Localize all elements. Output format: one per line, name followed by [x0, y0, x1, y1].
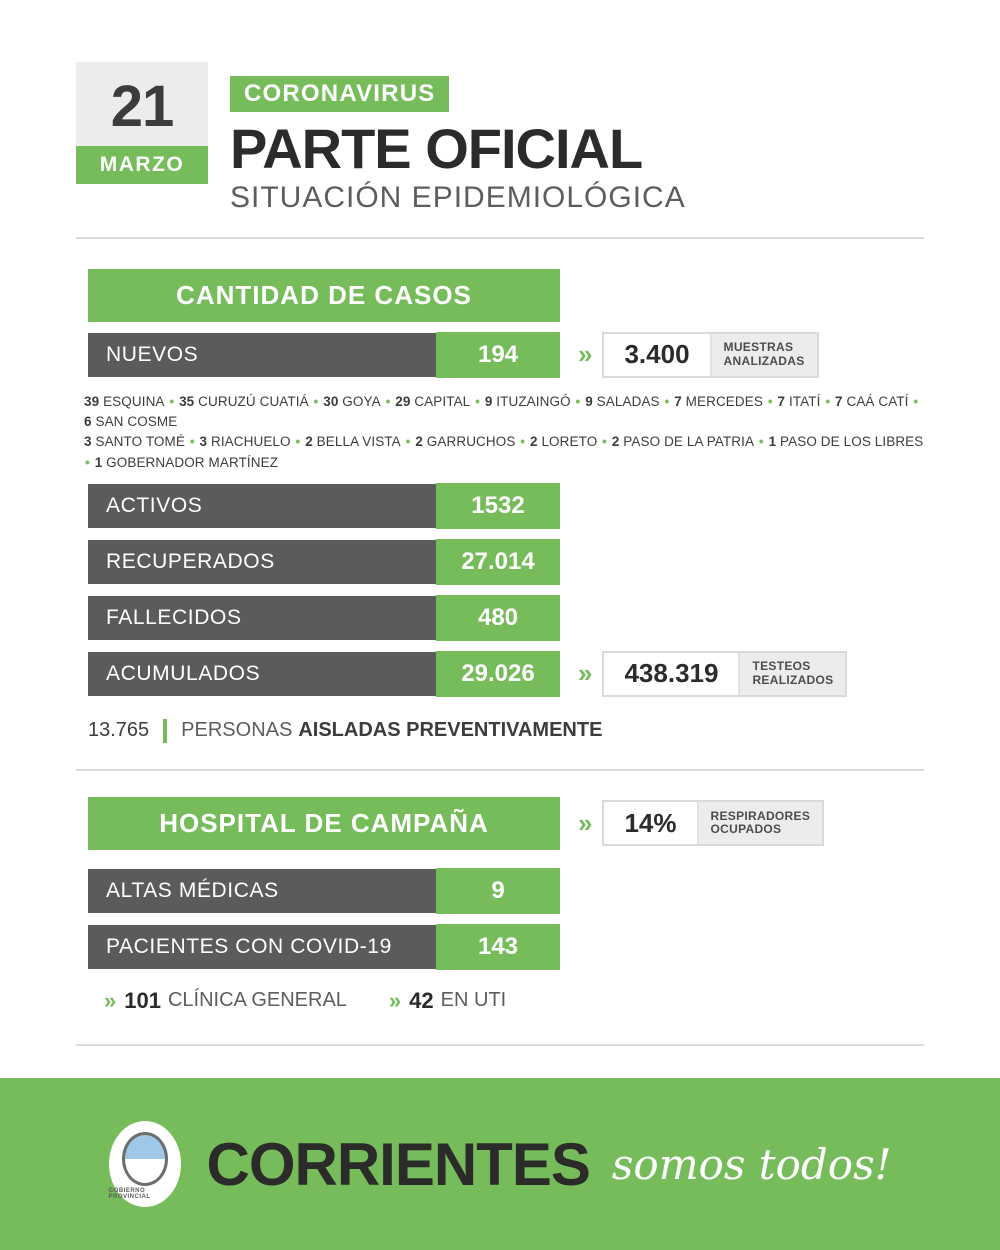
- row-label-recuperados: RECUPERADOS: [88, 540, 436, 584]
- locality-separator: •: [909, 393, 919, 409]
- chevron-right-icon: »: [388, 987, 398, 1013]
- row-nuevos: [88, 332, 1000, 378]
- locality-name: CAÁ CATÍ: [842, 393, 909, 409]
- samples-label-line2: ANALIZADAS: [723, 353, 805, 368]
- row-value-activos: 1532: [436, 483, 560, 529]
- hospital-banner-row: [88, 797, 1000, 850]
- locality-name: PASO DE LOS LIBRES: [776, 434, 924, 450]
- locality-count: 9: [484, 393, 493, 409]
- date-day: 21: [110, 74, 174, 139]
- locality-separator: •: [381, 393, 395, 409]
- coronavirus-tag: CORONAVIRUS: [230, 76, 449, 112]
- locality-count: 2: [529, 434, 538, 450]
- row-altas-medicas: [88, 868, 1000, 914]
- respirators-number: 14%: [604, 802, 698, 844]
- locality-count: 1: [94, 454, 103, 470]
- respirators-label-line1: RESPIRADORES: [710, 808, 811, 823]
- locality-separator: •: [309, 393, 323, 409]
- locality-separator: •: [660, 393, 674, 409]
- crest-text: GOBIERNO PROVINCIAL: [108, 1188, 151, 1200]
- locality-separator: •: [471, 393, 484, 409]
- breakdown-uti-label: EN UTI: [440, 989, 507, 1012]
- breakdown-uti: [389, 988, 506, 1014]
- locality-count: 7: [835, 393, 843, 409]
- locality-separator: •: [755, 434, 768, 450]
- breakdown-uti-number: 42: [409, 987, 434, 1013]
- samples-pill: [602, 332, 818, 378]
- localities-list: [84, 392, 924, 473]
- row-recuperados: [88, 539, 1000, 585]
- locality-count: 3: [84, 434, 92, 450]
- locality-count: 2: [611, 434, 620, 450]
- row-value-acumulados: 29.026: [436, 651, 560, 697]
- row-value-altas-medicas: 9: [436, 868, 560, 914]
- row-value-recuperados: 27.014: [436, 539, 560, 585]
- locality-count: 6: [84, 414, 92, 430]
- locality-name: BELLA VISTA: [312, 434, 401, 450]
- coat-of-arms-icon: [109, 1121, 181, 1207]
- date-box: [76, 62, 208, 184]
- footer: [0, 1078, 1000, 1250]
- locality-name: ITATÍ: [785, 393, 821, 409]
- divider-top: [76, 237, 924, 239]
- locality-count: 2: [305, 434, 313, 450]
- locality-count: 35: [179, 393, 195, 409]
- tests-number: 438.319: [604, 653, 740, 695]
- cases-banner: CANTIDAD DE CASOS: [88, 269, 560, 322]
- localities-line-1: [84, 392, 924, 433]
- cases-section: [0, 269, 1000, 743]
- page-title: PARTE OFICIAL: [230, 117, 643, 180]
- locality-separator: •: [598, 434, 611, 450]
- locality-count: 9: [585, 393, 593, 409]
- date-month: MARZO: [76, 146, 208, 184]
- respirators-pill: [602, 800, 824, 846]
- chevron-right-icon: »: [578, 339, 589, 370]
- divider-middle: [76, 769, 924, 771]
- locality-name: SANTO TOMÉ: [91, 434, 185, 450]
- locality-count: 30: [323, 393, 339, 409]
- locality-separator: •: [185, 434, 199, 450]
- tests-label-line2: REALIZADOS: [752, 672, 834, 687]
- isolated-number: 13.765: [88, 719, 150, 742]
- locality-name: GOBERNADOR MARTÍNEZ: [102, 454, 279, 470]
- locality-separator: •: [291, 434, 305, 450]
- samples-label-line1: MUESTRAS: [723, 340, 794, 354]
- row-label-activos: ACTIVOS: [88, 484, 436, 528]
- breakdown-clinica-number: 101: [124, 987, 161, 1013]
- locality-separator: •: [821, 393, 835, 409]
- respirators-label: [699, 802, 823, 844]
- row-label-pacientes-covid: PACIENTES CON COVID-19: [88, 925, 436, 969]
- locality-name: SAN COSME: [91, 414, 178, 430]
- row-value-nuevos: 194: [436, 332, 560, 378]
- locality-name: CAPITAL: [410, 393, 471, 409]
- hospital-breakdown: [104, 988, 1000, 1014]
- locality-count: 39: [84, 393, 100, 409]
- locality-name: RIACHUELO: [207, 434, 291, 450]
- locality-name: GOYA: [338, 393, 381, 409]
- chevron-right-icon: »: [578, 807, 589, 838]
- divider-bottom: [76, 1044, 924, 1046]
- page-subtitle: SITUACIÓN EPIDEMIOLÓGICA: [230, 180, 686, 214]
- locality-separator: •: [516, 434, 529, 450]
- brand-name: CORRIENTES: [206, 1130, 590, 1198]
- row-acumulados: [88, 651, 1000, 697]
- locality-name: LORETO: [537, 434, 598, 450]
- localities-line-2: [84, 432, 924, 473]
- locality-name: GARRUCHOS: [422, 434, 516, 450]
- row-pacientes-covid: [88, 924, 1000, 970]
- isolated-text-light: PERSONAS: [181, 719, 293, 742]
- samples-number: 3.400: [604, 334, 711, 376]
- row-label-altas-medicas: ALTAS MÉDICAS: [88, 869, 436, 913]
- chevron-right-icon: »: [578, 658, 589, 689]
- breakdown-clinica-label: CLÍNICA GENERAL: [167, 989, 347, 1012]
- row-label-nuevos: NUEVOS: [88, 333, 436, 377]
- row-value-fallecidos: 480: [436, 595, 560, 641]
- row-value-pacientes-covid: 143: [436, 924, 560, 970]
- locality-separator: •: [165, 393, 179, 409]
- locality-count: 2: [415, 434, 423, 450]
- title-block: [230, 62, 686, 215]
- locality-name: PASO DE LA PATRIA: [619, 434, 755, 450]
- breakdown-clinica-general: [104, 988, 347, 1014]
- locality-count: 7: [674, 393, 682, 409]
- isolated-line: [88, 719, 1000, 743]
- locality-count: 7: [777, 393, 786, 409]
- locality-separator: •: [401, 434, 415, 450]
- locality-separator: •: [763, 393, 777, 409]
- locality-name: MERCEDES: [681, 393, 763, 409]
- locality-name: ITUZAINGÓ: [492, 393, 571, 409]
- chevron-right-icon: »: [104, 987, 113, 1013]
- respirators-label-line2: OCUPADOS: [710, 822, 782, 837]
- locality-count: 29: [395, 393, 411, 409]
- locality-name: SALADAS: [592, 393, 660, 409]
- locality-count: 1: [768, 434, 777, 450]
- hospital-section: [0, 797, 1000, 1014]
- row-activos: [88, 483, 1000, 529]
- locality-name: ESQUINA: [99, 393, 165, 409]
- locality-name: CURUZÚ CUATIÁ: [194, 393, 309, 409]
- isolated-separator: [163, 719, 167, 743]
- isolated-text-bold: AISLADAS PREVENTIVAMENTE: [298, 719, 603, 742]
- brand-slogan: somos todos!: [611, 1139, 892, 1189]
- row-fallecidos: [88, 595, 1000, 641]
- samples-label: [712, 334, 817, 376]
- header: [0, 0, 1000, 215]
- tests-label: [740, 653, 845, 695]
- tests-label-line1: TESTEOS: [752, 659, 811, 673]
- row-label-acumulados: ACUMULADOS: [88, 652, 436, 696]
- locality-count: 3: [199, 434, 208, 450]
- hospital-banner: HOSPITAL DE CAMPAÑA: [88, 797, 560, 850]
- locality-separator: •: [571, 393, 585, 409]
- locality-separator: •: [85, 454, 94, 470]
- tests-pill: [602, 651, 847, 697]
- row-label-fallecidos: FALLECIDOS: [88, 596, 436, 640]
